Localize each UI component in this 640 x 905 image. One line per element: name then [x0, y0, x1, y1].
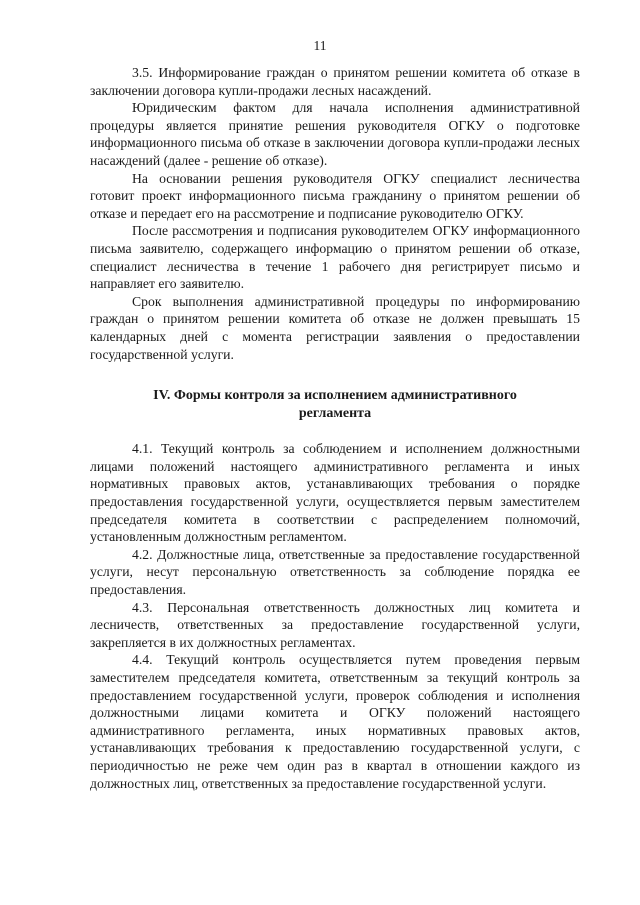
- paragraph-4-2: 4.2. Должностные лица, ответственные за предоставление государственной услуги, несут персональную ответственность за соблюдение порядка ее предоставления.: [90, 546, 580, 598]
- page-number: 11: [313, 38, 327, 53]
- paragraph-4-4: 4.4. Текущий контроль осуществляется путем проведения первым заместителем председателя комитета, ответственным за текущий контроль за предоставлением государственной услуги, проверок соблюдения и исполнения должностными лицами комитета и ОГКУ положений настоящего административного регламента, иных нормативных правовых актов, устанавливающих требования к предоставлению государственной услуги, с периодичностью не реже чем один раз в квартал в отношении каждого из должностных лиц, ответственных за предоставление государственной услуги.: [90, 652, 580, 791]
- paragraph-letter-registration: После рассмотрения и подписания руководителем ОГКУ информационного письма заявителю, содержащего информацию о принятом решении об отказе, специалист лесничества в течение 1 рабочего дня регистрирует письмо и направляет его заявителю.: [90, 223, 580, 292]
- paragraph-4-1: 4.1. Текущий контроль за соблюдением и исполнением должностными лицами положений настоящего административного регламента и иных нормативных правовых актов, устанавливающих требования о порядке предоставления государственной услуги, осуществляется первым заместителем председателя комитета в соответствии с распределением полномочий, установленным должностным регламентом.: [90, 441, 580, 545]
- document-body: [90, 64, 580, 792]
- paragraph-decision-basis: На основании решения руководителя ОГКУ специалист лесничества готовит проект информационного письма гражданину о принятом решении об отказе и передает его на рассмотрение и подписание руководителю ОГКУ.: [90, 170, 580, 221]
- paragraph-4-3: 4.3. Персональная ответственность должностных лиц комитета и лесничеств, ответственных за предоставление государственной услуги, закрепляется в их должностных регламентах.: [90, 599, 580, 650]
- section-heading: IV. Формы контроля за исполнением административного регламента: [153, 388, 517, 421]
- paragraph-3-5: 3.5. Информирование граждан о принятом решении комитета об отказе в заключении договора купли-продажи лесных насаждений.: [90, 65, 580, 98]
- paragraph-deadline: Срок выполнения административной процедуры по информированию граждан о принятом решении комитета об отказе не должен превышать 15 календарных дней с момента регистрации заявления о предоставлении государственной услуги.: [90, 293, 580, 362]
- paragraph-legal-fact: Юридическим фактом для начала исполнения административной процедуры является принятие решения руководителя ОГКУ о подготовке информационного письма об отказе в заключении договора купли-продажи лесных насаждений (далее - решение об отказе).: [90, 100, 580, 168]
